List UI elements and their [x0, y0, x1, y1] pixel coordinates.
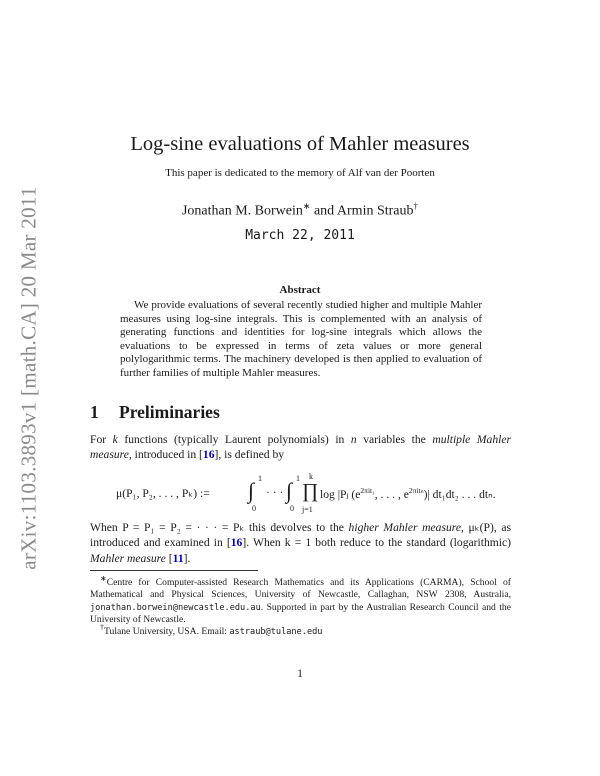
email-link-borwein[interactable]: jonathan.borwein@newcastle.edu.au	[90, 602, 261, 613]
term-higher-mahler-measure: higher Mahler measure	[348, 521, 461, 534]
footnote-mark: †	[100, 623, 104, 632]
text-run: For	[90, 433, 113, 446]
author-borwein: Jonathan M. Borwein	[181, 203, 303, 219]
product-upper-limit: k	[309, 472, 313, 481]
footnote-affiliation-borwein	[90, 573, 511, 626]
integral-upper-limit: 1	[296, 474, 300, 483]
dedication: This paper is dedicated to the memory of Alf van der Poorten	[165, 167, 435, 179]
equation-dots: · · ·	[266, 486, 284, 499]
citation-link-11[interactable]: 11	[172, 551, 184, 565]
integral-sign: ∫	[248, 478, 255, 503]
arxiv-identifier: arXiv:1103.3893v1 [math.CA] 20 Mar 2011	[16, 186, 41, 570]
author-straub: Armin Straub	[336, 203, 414, 219]
math-k: k	[112, 433, 118, 446]
text-run: , introduced in [	[128, 448, 203, 462]
text-run: ], is defined by	[214, 448, 285, 462]
section-heading	[90, 402, 510, 423]
text-run: ]. When k = 1 both reduce to the standard (logarithmic)	[242, 536, 511, 550]
footnote-affiliation-straub	[90, 622, 511, 638]
exponent: 2πitₙ	[408, 486, 424, 495]
author-footnote-mark-1[interactable]: ∗	[302, 201, 311, 211]
math-n: n	[350, 433, 357, 446]
author-footnote-mark-2[interactable]: †	[413, 201, 419, 211]
text-run: ].	[183, 551, 191, 565]
author-line	[0, 201, 600, 220]
equation-multiple-mahler-measure	[116, 474, 496, 514]
term-multiple-mahler-measure: multiple Mahler measure	[90, 433, 511, 462]
equation-lhs: μ(P₁, P₂, . . . , Pₖ) :=	[116, 487, 210, 500]
abstract-body: We provide evaluations of several recently studied higher and multiple Mahler measures using log-sine integrals. This is complemented with an analysis of generating functions and identities for log-sine integrals which allows the evaluations to be expressed in terms of zeta values or more general polylogarithmic terms. The machinery developed is then applied to evaluation of further families of multiple Mahler measures.	[120, 299, 482, 379]
integral-sign: ∫	[286, 478, 293, 503]
paper-date: March 22, 2011	[245, 228, 355, 243]
footnote-text: . Supported in part by the Australian Research Council and the University of Newcastle.	[90, 601, 511, 625]
author-conjunction: and	[310, 203, 337, 219]
citation-link-16[interactable]: 16	[202, 448, 215, 462]
text-run: When P = P₁ = P₂ = · · · = Pₖ this devolves to the	[90, 521, 349, 534]
paragraph-definition	[90, 432, 511, 463]
footnote-text: Tulane University, USA. Email:	[104, 626, 230, 638]
section-title: Preliminaries	[119, 402, 220, 422]
equation-log-term: log |Pⱼ (e	[320, 487, 361, 501]
text-run: functions (typically Laurent polynomials) in	[117, 433, 351, 446]
product-lower-limit: j=1	[302, 505, 313, 514]
integral-lower-limit: 0	[252, 504, 256, 513]
integral-lower-limit: 0	[290, 504, 294, 513]
text-run: , μₖ(P), as introduced and examined in [	[90, 521, 511, 550]
paper-title: Log-sine evaluations of Mahler measures	[130, 133, 470, 155]
integral-upper-limit: 1	[258, 474, 262, 483]
footnote-text: Centre for Computer-assisted Research Mathematics and its Applications (CARMA), School of Mathematical and Physical Sciences, University of Newcastle, Callaghan, NSW 2308, Australia,	[90, 577, 511, 601]
section-number: 1	[90, 402, 99, 422]
term-mahler-measure: Mahler measure	[90, 551, 166, 565]
equation-mid: , . . . , e	[374, 487, 409, 501]
footnote-divider	[90, 570, 258, 571]
abstract-heading: Abstract	[279, 284, 321, 296]
paragraph-higher-mahler	[90, 520, 511, 566]
text-run: variables the	[356, 433, 433, 446]
footnote-mark: ∗	[100, 574, 107, 583]
exponent: 2πit₁	[360, 486, 375, 495]
email-link-straub[interactable]: astraub@tulane.edu	[229, 627, 323, 638]
citation-link-16[interactable]: 16	[230, 536, 243, 550]
equation-end: )| dt₁dt₂ . . . dtₙ.	[423, 487, 496, 501]
equation-body	[320, 486, 496, 501]
page-number: 1	[297, 667, 303, 680]
text-run: [	[165, 551, 173, 565]
product-sign: ∏	[302, 480, 319, 502]
